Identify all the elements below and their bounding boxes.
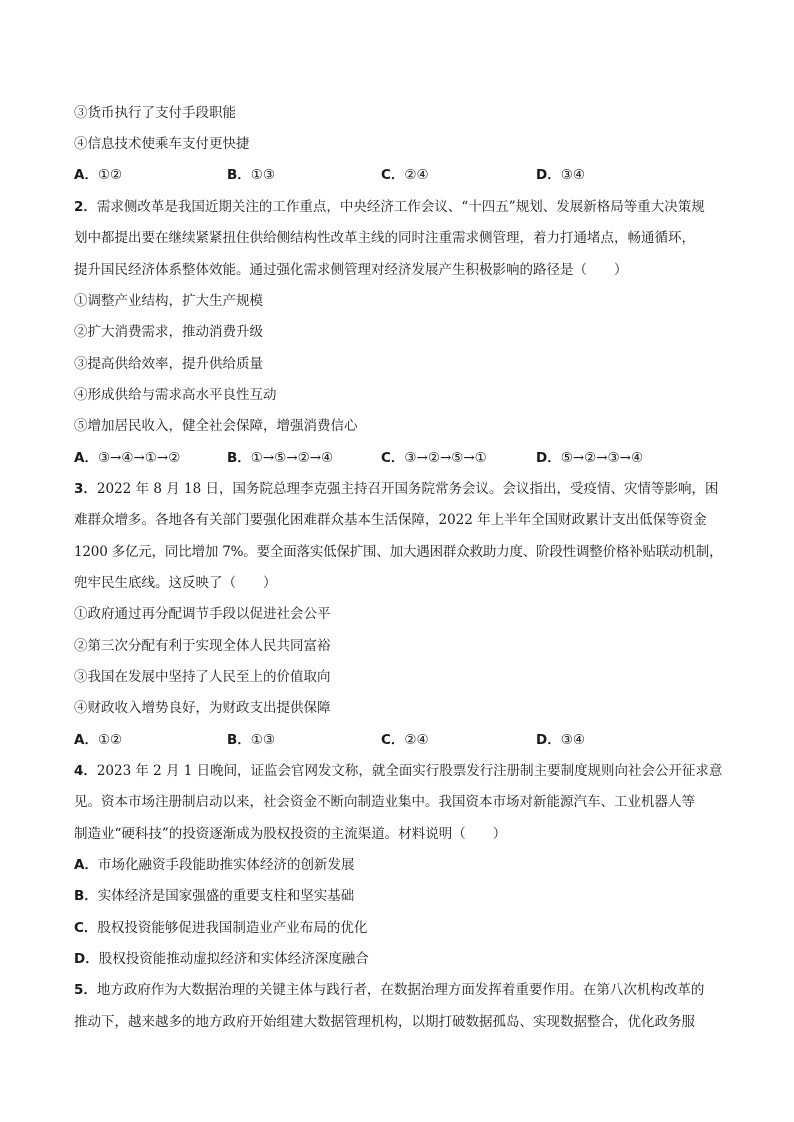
q3-option-c[interactable]: C．②④ <box>381 732 429 748</box>
q2-option-c[interactable]: C．③→②→⑤→① <box>381 450 487 466</box>
q2-statement-4: ④形成供给与需求高水平良性互动 <box>74 387 277 403</box>
q1-option-d[interactable]: D．③④ <box>536 167 585 183</box>
q4-stem-line-3: 制造业“硬科技”的投资逐渐成为股权投资的主流渠道。材料说明（ ） <box>74 826 507 842</box>
q2-option-b[interactable]: B．①→⑤→②→④ <box>227 450 334 466</box>
q2-statement-3: ③提高供给效率，提升供给质量 <box>74 356 263 372</box>
q4-stem-line-2: 见。资本市场注册制启动以来，社会资金不断向制造业集中。我国资本市场对新能源汽车、工业机器人等 <box>74 794 695 810</box>
q3-option-b[interactable]: B．①③ <box>227 732 276 748</box>
q3-stem-line-3: 1200 多亿元，同比增加 7%。要全面落实低保扩围、加大遇困群众救助力度、阶段性调整价格补贴联动机制， <box>74 544 723 560</box>
q2-stem-line-3: 提升国民经济体系整体效能。通过强化需求侧管理对经济发展产生积极影响的路径是（ ） <box>74 262 628 278</box>
q5-stem-line-2: 推动下，越来越多的地方政府开始组建大数据管理机构，以期打破数据孤岛、实现数据整合，优化政务服 <box>74 1014 695 1030</box>
q2-statement-5: ⑤增加居民收入，健全社会保障，增强消费信心 <box>74 418 358 434</box>
q3-statement-2: ②第三次分配有利于实现全体人民共同富裕 <box>74 638 331 654</box>
q3-statement-3: ③我国在发展中坚持了人民至上的价值取向 <box>74 669 331 685</box>
q2-option-d[interactable]: D．⑤→②→③→④ <box>536 450 644 466</box>
q2-number: 2． <box>74 199 97 215</box>
q1-option-c[interactable]: C．②④ <box>381 167 429 183</box>
q1-statement-4: ④信息技术使乘车支付更快捷 <box>74 136 250 152</box>
q4-option-c[interactable]: C．股权投资能够促进我国制造业产业布局的优化 <box>74 920 368 936</box>
q4-option-d[interactable]: D．股权投资能推动虚拟经济和实体经济深度融合 <box>74 951 369 967</box>
q2-options <box>74 449 722 467</box>
q1-option-b[interactable]: B．①③ <box>227 167 276 183</box>
q3-stem-line-4: 兜牢民生底线。这反映了（ ） <box>74 575 277 591</box>
q3-stem-line-1: 3．2022 年 8 月 18 日，国务院总理李克强主持召开国务院常务会议。会议指出，受疫情、灾情等影响，困 <box>74 481 719 497</box>
q5-stem-line-1: 5．地方政府作为大数据治理的关键主体与践行者，在数据治理方面发挥着重要作用。在第八次机构改革的 <box>74 982 705 998</box>
q2-option-a[interactable]: A．③→④→①→② <box>74 450 181 466</box>
q5-number: 5． <box>74 982 97 998</box>
q4-number: 4． <box>74 763 97 779</box>
q3-options <box>74 731 722 749</box>
q1-statement-3: ③货币执行了支付手段职能 <box>74 105 236 121</box>
q3-option-a[interactable]: A．①② <box>74 732 123 748</box>
q2-stem-line-2: 划中都提出要在继续紧紧扭住供给侧结构性改革主线的同时注重需求侧管理，着力打通堵点，畅通循环， <box>74 230 695 246</box>
q3-number: 3． <box>74 481 97 497</box>
q3-statement-4: ④财政收入增势良好，为财政支出提供保障 <box>74 700 331 716</box>
q3-option-d[interactable]: D．③④ <box>536 732 585 748</box>
q4-option-b[interactable]: B．实体经济是国家强盛的重要支柱和坚实基础 <box>74 888 355 904</box>
q3-stem-line-2: 难群众增多。各地各有关部门要强化困难群众基本生活保障，2022 年上半年全国财政累计支出低保等资金 <box>74 512 707 528</box>
q1-option-a[interactable]: A．①② <box>74 167 123 183</box>
q2-stem-line-1: 2．需求侧改革是我国近期关注的工作重点，中央经济工作会议、“十四五”规划、发展新格局等重大决策规 <box>74 199 705 215</box>
q1-options <box>74 166 722 184</box>
q4-stem-line-1: 4．2023 年 2 月 1 日晚间，证监会官网发文称，就全面实行股票发行注册制主要制度规则向社会公开征求意 <box>74 763 723 779</box>
q2-statement-1: ①调整产业结构，扩大生产规模 <box>74 293 263 309</box>
q3-statement-1: ①政府通过再分配调节手段以促进社会公平 <box>74 606 331 622</box>
q2-statement-2: ②扩大消费需求，推动消费升级 <box>74 324 263 340</box>
q4-option-a[interactable]: A．市场化融资手段能助推实体经济的创新发展 <box>74 857 355 873</box>
